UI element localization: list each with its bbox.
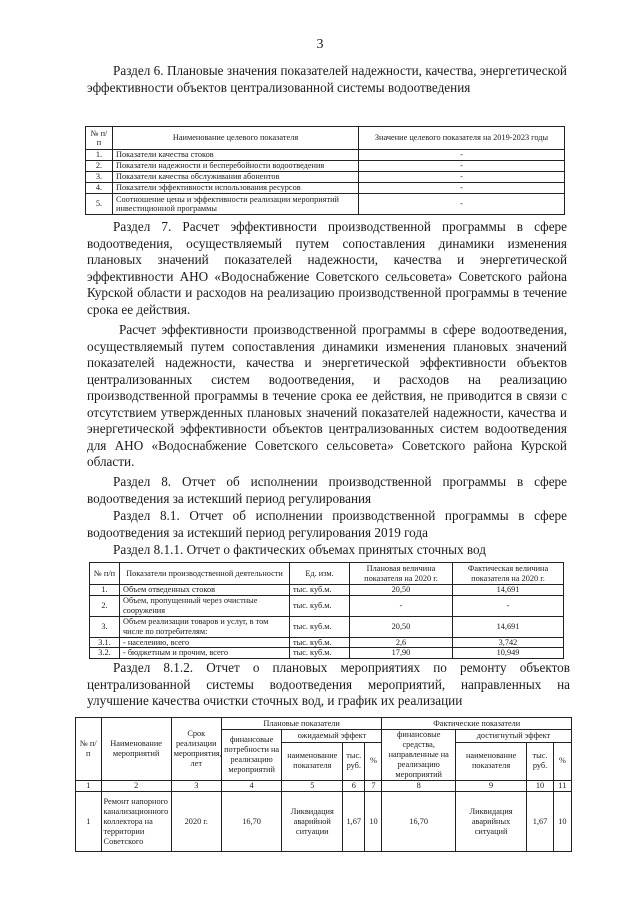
section-7-paragraph: Раздел 7. Расчет эффективности производственной программы в сфере водоотведения, осуществляемый путем сопоставления динамики изменения плановых значений показателей надежности, качества и энергетической эффективности АНО «Водоснабжение Советского сельсовета» Советского района Курской области и расходов на реализацию производственной программы в течение срока ее действия. [87, 219, 567, 317]
s6-indicators-table [85, 126, 565, 215]
table-row: 4. Показатели эффективности использования ресурсов - [86, 183, 565, 194]
repair-measures-table [75, 717, 572, 852]
table-row: 3.2. - бюджетным и прочим, всего тыс. куб.м. 17,90 10,949 [90, 648, 564, 659]
table-row: 3.1. - населению, всего тыс. куб.м. 2,6 3,742 [90, 637, 564, 648]
column-index-row: 1 2 3 4 5 6 7 8 9 10 11 [76, 781, 572, 792]
col-unit-header: Ед. изм. [290, 563, 350, 585]
fact-indicator-name-header: наименование показателя [455, 742, 526, 780]
section-8-1-1-heading: Раздел 8.1.1. Отчет о фактических объемах принятых сточных вод [113, 542, 486, 557]
fact-pct-header: % [553, 742, 571, 780]
col-fact-header: Фактическая величина показателя на 2020 г. [453, 563, 564, 585]
plan-pct-header: % [365, 742, 382, 780]
plan-indicators-header: Плановые показатели [221, 718, 382, 730]
wastewater-volume-table [89, 562, 564, 659]
col-value-header: Значение целевого показателя на 2019-2023 годы [359, 127, 565, 150]
page-number: 3 [316, 37, 324, 52]
col-num-header: № п/п [86, 127, 113, 150]
table-row: 5. Соотношение цены и эффективности реализации мероприятий инвестиционной программы - [86, 194, 565, 215]
plan-rub-header: тыс. руб. [343, 742, 365, 780]
expected-effect-header: ожидаемый эффект [282, 730, 382, 743]
section-8-1-2-heading: Раздел 8.1.2. Отчет о плановых мероприятиях по ремонту объектов централизованной системы водоотведения мероприятий, направленных на улучшение качества очистки сточных вод, и график их реализации [87, 660, 570, 708]
section-7-explanation: Расчет эффективности производственной программы в сфере водоотведения, осуществляемый путем сопоставления динамики изменения плановых значений показателей надежности, качества и энергетической эффективности объектов централизованных систем водоотведения, и расходов на реализацию производственной программы в течение срока ее действия, не приводится в связи с отсутствием утвержденных плановых значений показателей надежности, качества и энергетической эффективности объектов централизованных систем водоотведения для АНО «Водоснабжение Советского сельсовета» Советского района Курской области. [87, 322, 567, 469]
col-num-header: № п/п [90, 563, 120, 585]
fin-means-header: финансовые средства, направленные на реализацию мероприятий [382, 730, 455, 781]
fact-rub-header: тыс. руб. [527, 742, 554, 780]
table-row: 2. Объем, пропущенный через очистные сооружения тыс. куб.м. - - [90, 595, 564, 616]
col-measures-header: Наименование мероприятий [101, 718, 171, 781]
achieved-effect-header: достигнутый эффект [455, 730, 571, 743]
fact-indicators-header: Фактические показатели [382, 718, 572, 730]
table-row: 3. Объем реализации товаров и услуг, в том числе по потребителям: тыс. куб.м. 20,50 14,691 [90, 616, 564, 637]
section-8-heading: Раздел 8. Отчет об исполнении производственной программы в сфере водоотведения за истекший период регулирования [87, 474, 567, 506]
table-row: 1 Ремонт напорного канализационного коллектора на территории Советского 2020 г. 16,70 Ликвидация аварийной ситуации 1,67 10 16,70 Ликвидация аварийных ситуаций 1,67 10 [76, 792, 572, 852]
col-num-header: № п/п [76, 718, 102, 781]
col-plan-header: Плановая величина показателя на 2020 г. [350, 563, 453, 585]
col-term-header: Срок реализации мероприятия, лет [171, 718, 221, 781]
col-name-header: Показатели производственной деятельности [120, 563, 290, 585]
plan-indicator-name-header: наименование показателя [282, 742, 343, 780]
fin-needs-header: финансовые потребности на реализацию мероприятий [221, 730, 282, 781]
table-row: 1. Показатели качества стоков - [86, 150, 565, 161]
table-row: 1. Объем отведенных стоков тыс. куб.м. 20,50 14,691 [90, 585, 564, 596]
table-row: 2. Показатели надежности и бесперебойности водоотведения - [86, 161, 565, 172]
section-8-1-heading: Раздел 8.1. Отчет об исполнении производственной программы в сфере водоотведения за истекший период регулирования 2019 года [87, 508, 567, 540]
section-6-heading: Раздел 6. Плановые значения показателей надежности, качества, энергетической эффективности объектов централизованной системы водоотведения [87, 63, 567, 95]
col-name-header: Наименование целевого показателя [113, 127, 359, 150]
table-row: 3. Показатели качества обслуживания абонентов - [86, 172, 565, 183]
